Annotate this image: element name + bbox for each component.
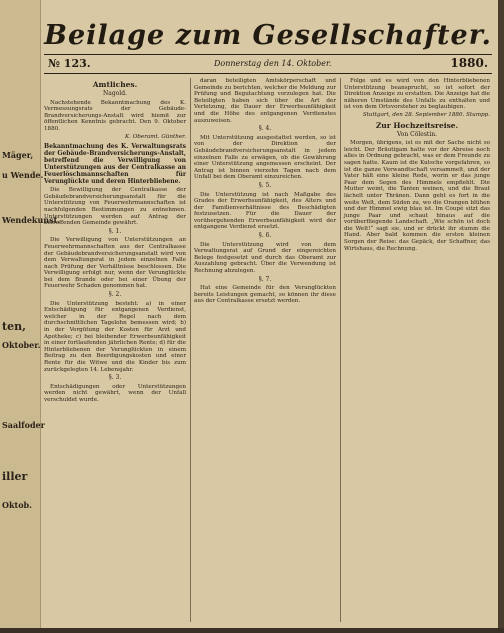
column-rule	[340, 78, 341, 622]
bottom-edge	[0, 628, 504, 633]
margin-fragment: iller	[2, 470, 28, 483]
column-1	[44, 78, 186, 622]
paragraph: Mit Unterstützung ausgestattet werden, so ist von der Direktion der Gebäudebrandversicherungsanstalt in jedem einzelnen Falle zu erwägen, ob die Gewährung einer Unterstützung angemessen erscheint. Der Antrag ist binnen vierzehn Tagen nach dem Unfall bei dem Oberamt einzureichen.	[194, 134, 336, 181]
paragraph: Die Unterstützung besteht: a) in einer Entschädigung für entgangenen Verdienst, welcher in der Regel nach dem durchschnittlichen Tagelohn bemessen wird; b) in der Vergütung der Kosten für Arzt und Apotheke; c) bei bleibender Erwerbsunfähigkeit in einer fortlaufenden jährlichen Rente; d) für die Hinterbliebenen der Verunglückten in einem Beitrag zu den Beerdigungskosten und einer Rente für die Witwe und die Kinder bis zum zurückgelegten 14. Lebensjahr.	[44, 300, 186, 373]
margin-fragment: Saalfoder	[2, 420, 45, 430]
binder-edge	[498, 0, 504, 633]
paragraph: Morgen, übrigens, ist es mit der Sache nicht so leicht. Der Bräutigam hatte vor der Abreise noch alles in Ordnung gebracht, was er dem Freunde zu sagen hatte. Kaum ist die Kutsche vorgefahren, so ist die ganze Verwandtschaft versammelt, und der Vater hält eine kleine Rede, worin er das junge Paar dem Segen des Himmels empfiehlt. Die Mutter weint, die Tanten weinen, und die Braut lächelt unter Thränen. Dann geht es fort in die weite Welt, dem Süden zu, wo die Orangen blühen und der Himmel ewig blau ist. Im Coupé sitzt das junge Paar und schaut hinaus auf die vorüberfliegende Landschaft. „Wie schön ist doch die Welt!“ sagt sie, und er drückt ihr stumm die Hand. Aber bald kommen die ersten kleinen Sorgen der Reise: das Gepäck, der Schaffner, das Wirtshaus, die Rechnung.	[344, 140, 490, 252]
issue-number: № 123.	[48, 57, 91, 70]
paragraph: Die Unterstützung wird von dem Verwaltungsrat auf Grund der eingereichten Belege festgesetzt und durch das Oberamt zur Auszahlung gebracht. Über die Verwendung ist Rechnung abzulegen.	[194, 241, 336, 275]
page-content	[44, 8, 492, 622]
paragraph: Folge und es wird von den Hinterbliebenen Unterstützung beansprucht, so ist sofort der Direktion Anzeige zu erstatten. Die Anzeige hat die näheren Umstände des Unfalls zu enthalten und ist von dem Ortsvorsteher zu beglaubigen.	[344, 78, 490, 111]
section-mark: §. 1.	[108, 227, 122, 235]
issue-date: Donnerstag den 14. Oktober.	[214, 59, 332, 68]
margin-fragment: Oktob.	[2, 500, 32, 510]
section-mark: §. 5.	[258, 181, 272, 189]
margin-fragment: Oktober.	[2, 340, 41, 350]
masthead: Beilage zum Gesellschafter.	[44, 20, 492, 51]
article-columns	[44, 78, 492, 622]
section-mark: §. 7.	[258, 275, 272, 283]
paragraph: daran beteiligten Amtskörperschaft und Gemeinde zu berichten, welcher die Meldung zur Prüfung und Begutachtung vorzulegen hat. Die Beteiligten haben sich über die Art der Verletzung, die Dauer der Erwerbsunfähigkeit und die Höhe des entgangenen Verdienstes auszuweisen.	[194, 78, 336, 124]
signature: Stuttgart, den 28. September 1880. Stumpp.	[362, 111, 490, 118]
paragraph: Die Bewilligung der Centralkasse der Gebäudebrandversicherungsanstalt für die Unterstützung von Feuerwehrmannschaften ist nachfolgenden Bestimmungen zu entnehmen. Unterstützungen werden auf Antrag der betreffenden Gemeinde gewährt.	[44, 187, 186, 227]
margin-fragment: Mäger,	[2, 150, 34, 160]
column-3	[344, 78, 490, 622]
announcement-heading: Bekanntmachung des K. Verwaltungsrats der Gebäude-Brandversicherungs-Anstalt, betreffend die Verwilligung von Unterstützungen aus der Centralkasse an Feuerlöschmannschaften für Verunglückte und deren Hinterbliebene.	[44, 143, 186, 186]
section-mark: §. 4.	[258, 125, 272, 133]
margin-fragment: ten,	[2, 320, 26, 333]
issue-year: 1880.	[450, 56, 488, 70]
paragraph: Die Verwilligung von Unterstützungen an Feuerwehrmannschaften aus der Centralkasse der Gebäudebrandversicherungsanstalt wird von dem Verwaltungsrat in jedem einzelnen Falle nach Prüfung der Verhältnisse beschlossen. Die Verwilligung erfolgt nur, wenn der Verunglückte bei dem Brande oder bei einer Übung der Feuerwehr Schaden genommen hat.	[44, 237, 186, 290]
issue-info-bar	[44, 54, 492, 74]
column-rule	[190, 78, 191, 622]
feuilleton-heading: Zur Hochzeitsreise.	[375, 120, 459, 130]
place-heading: Nagold.	[103, 90, 127, 97]
section-mark: §. 3.	[108, 374, 122, 382]
column-2	[194, 78, 336, 622]
margin-fragment: Wendekunst.	[2, 215, 61, 225]
adjacent-page-margin	[0, 0, 61, 628]
section-mark: §. 6.	[258, 232, 272, 240]
paragraph: Entschädigungen oder Unterstützungen werden nicht gewährt, wenn der Unfall verschuldet wurde.	[44, 383, 186, 403]
margin-fragment: u Wende.	[2, 170, 44, 180]
signature: K. Oberamt. Günther.	[124, 133, 186, 140]
paragraph: Hat eine Gemeinde für den Verunglückten bereits Leistungen gemacht, so können ihr diese aus der Centralkasse ersetzt werden.	[194, 285, 336, 305]
section-mark: §. 2.	[108, 291, 122, 299]
section-heading: Amtliches.	[92, 80, 138, 89]
author-line: Von Cölestin.	[396, 130, 438, 138]
paragraph: Nachstehende Bekanntmachung des K. Vermessungsrats der Gebäude-Brandversicherungs-Anstalt wird hiemit zur öffentlichen Kenntnis gebracht. Den 9. Oktober 1880.	[44, 99, 186, 132]
paragraph: Die Unterstützung ist nach Maßgabe des Grades der Erwerbsunfähigkeit, des Alters und der Familienverhältnisse des Beschädigten festzusetzen. Für die Dauer der vorübergehenden Erwerbsunfähigkeit wird der entgangene Verdienst ersetzt.	[194, 191, 336, 231]
